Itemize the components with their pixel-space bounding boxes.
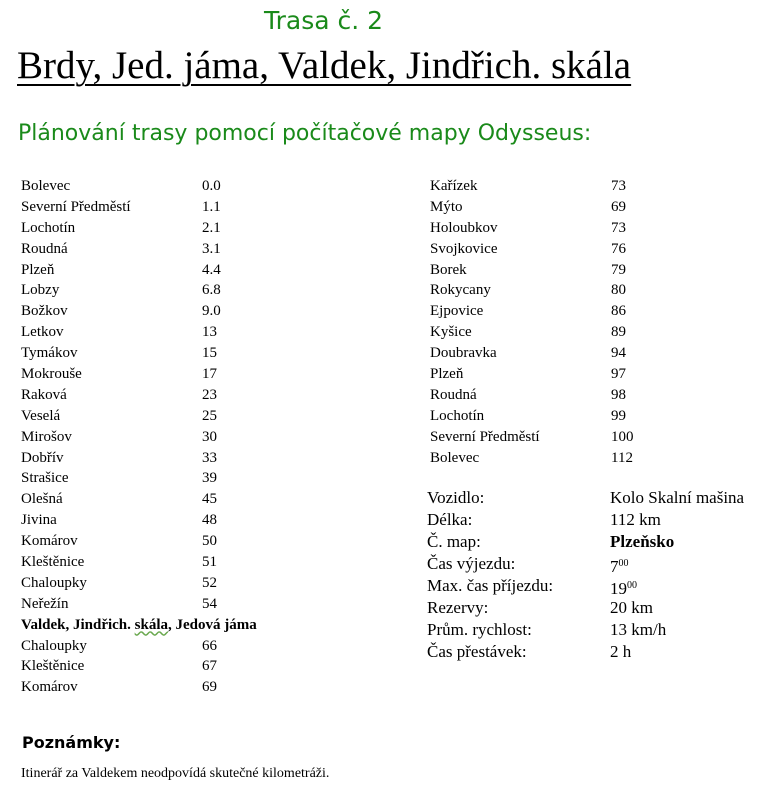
map-label: Č. map: [427, 532, 481, 551]
stop-km: 30 [202, 428, 217, 445]
stop-name: Borek [430, 261, 467, 278]
stop-km: 33 [202, 449, 217, 466]
stop-name: Svojkovice [430, 240, 498, 257]
stop-km: 17 [202, 366, 217, 383]
stop-km: 6.8 [202, 282, 221, 299]
stop-name: Letkov [21, 324, 64, 341]
stop-km: 13 [202, 324, 217, 341]
stop-km: 73 [611, 219, 626, 236]
stop-name: Severní Předměstí [21, 198, 131, 215]
reserve-label: Rezervy: [427, 598, 489, 617]
stop-name: Kleštěnice [21, 554, 85, 571]
route-title: Brdy, Jed. jáma, Valdek, Jindřich. skála [17, 44, 632, 87]
stop-name: Neřežín [21, 595, 69, 612]
stop-name: Severní Předměstí [430, 428, 540, 445]
arrive-hour: 19 [610, 579, 627, 598]
stop-name: Mirošov [21, 428, 72, 445]
stop-km: 89 [611, 324, 626, 341]
stop-name: Raková [21, 386, 67, 403]
notes-heading: Poznámky: [22, 733, 121, 752]
stop-km: 66 [202, 637, 217, 654]
stop-name: Lochotín [21, 219, 76, 236]
depart-hour: 7 [610, 557, 619, 576]
stop-name: Veselá [21, 407, 61, 424]
stop-km: 73 [611, 178, 626, 194]
stop-name: Rokycany [430, 282, 491, 299]
stop-km: 97 [611, 366, 626, 383]
stop-km: 45 [202, 491, 217, 508]
stop-km: 39 [202, 470, 217, 487]
length-label: Délka: [427, 510, 473, 529]
stop-km: 54 [202, 595, 217, 612]
stop-km: 67 [202, 658, 217, 675]
stop-km: 69 [202, 679, 217, 696]
stop-km: 99 [611, 407, 626, 424]
length-value: 112 km [610, 510, 661, 529]
stop-name: Doubravka [430, 345, 497, 362]
vehicle-value: Kolo Skalní mašina [610, 488, 745, 507]
stop-km: 86 [611, 303, 626, 320]
stop-name: Bolevec [430, 449, 480, 466]
stop-name: Komárov [21, 679, 78, 696]
notes-text: Itinerář za Valdekem neodpovídá skutečné kilometráži. [21, 766, 330, 781]
stop-km: 94 [611, 345, 626, 362]
stop-name: Olešná [21, 491, 63, 508]
stop-name: Lobzy [21, 282, 60, 299]
stop-km: 23 [202, 386, 217, 403]
breaks-label: Čas přestávek: [427, 642, 527, 661]
stop-km: 25 [202, 407, 217, 424]
arrive-label: Max. čas příjezdu: [427, 576, 554, 595]
stop-name: Plzeň [21, 261, 55, 278]
vehicle-label: Vozidlo: [427, 488, 485, 507]
stop-km: 50 [202, 533, 217, 550]
stop-km: 69 [611, 198, 626, 215]
stop-name: Dobřív [21, 449, 64, 466]
stop-km: 4.4 [202, 261, 221, 278]
stop-km: 51 [202, 554, 217, 571]
stop-name: Mokrouše [21, 366, 82, 383]
stop-name: Bolevec [21, 178, 71, 194]
route-number: Trasa č. 2 [264, 6, 384, 35]
stop-name: Kyšice [430, 324, 472, 341]
stop-name: Plzeň [430, 366, 464, 383]
stop-name: Jivina [21, 512, 57, 529]
stop-name: Komárov [21, 533, 78, 550]
depart-minutes: 00 [618, 558, 629, 569]
stop-name: Chaloupky [21, 574, 87, 591]
speed-value: 13 km/h [610, 620, 667, 639]
stop-name: Valdek, Jindřich. skála, Jedová jáma [21, 616, 257, 633]
speed-label: Prům. rychlost: [427, 620, 532, 639]
stop-name: Lochotín [430, 407, 485, 424]
map-value: Plzeňsko [610, 532, 675, 551]
stop-km: 15 [202, 345, 217, 362]
stop-name: Tymákov [21, 345, 78, 362]
stop-km: 52 [202, 574, 217, 591]
stop-name: Roudná [21, 240, 68, 257]
stop-km: 100 [611, 428, 634, 445]
stop-km: 2.1 [202, 219, 221, 236]
stop-km: 112 [611, 449, 633, 466]
stop-km: 9.0 [202, 303, 221, 320]
breaks-value: 2 h [610, 642, 632, 661]
stop-km: 3.1 [202, 240, 221, 257]
stop-name: Chaloupky [21, 637, 87, 654]
stop-name: Mýto [430, 198, 463, 215]
depart-label: Čas výjezdu: [427, 554, 516, 573]
stop-name: Roudná [430, 386, 477, 403]
stop-km: 1.1 [202, 198, 221, 215]
stop-km: 76 [611, 240, 626, 257]
stop-name: Strašice [21, 470, 69, 487]
stop-name: Ejpovice [430, 303, 484, 320]
stop-km: 98 [611, 386, 626, 403]
stop-name: Božkov [21, 303, 68, 320]
stop-name: Holoubkov [430, 219, 498, 236]
stop-km: 79 [611, 261, 626, 278]
stop-km: 48 [202, 512, 217, 529]
stop-km: 80 [611, 282, 626, 299]
reserve-value: 20 km [610, 598, 653, 617]
stop-name: Kařízek [430, 178, 478, 194]
stop-name: Kleštěnice [21, 658, 85, 675]
arrive-minutes: 00 [627, 580, 637, 591]
planning-heading: Plánování trasy pomocí počítačové mapy Odysseus: [18, 121, 592, 146]
stop-km: 0.0 [202, 178, 221, 194]
